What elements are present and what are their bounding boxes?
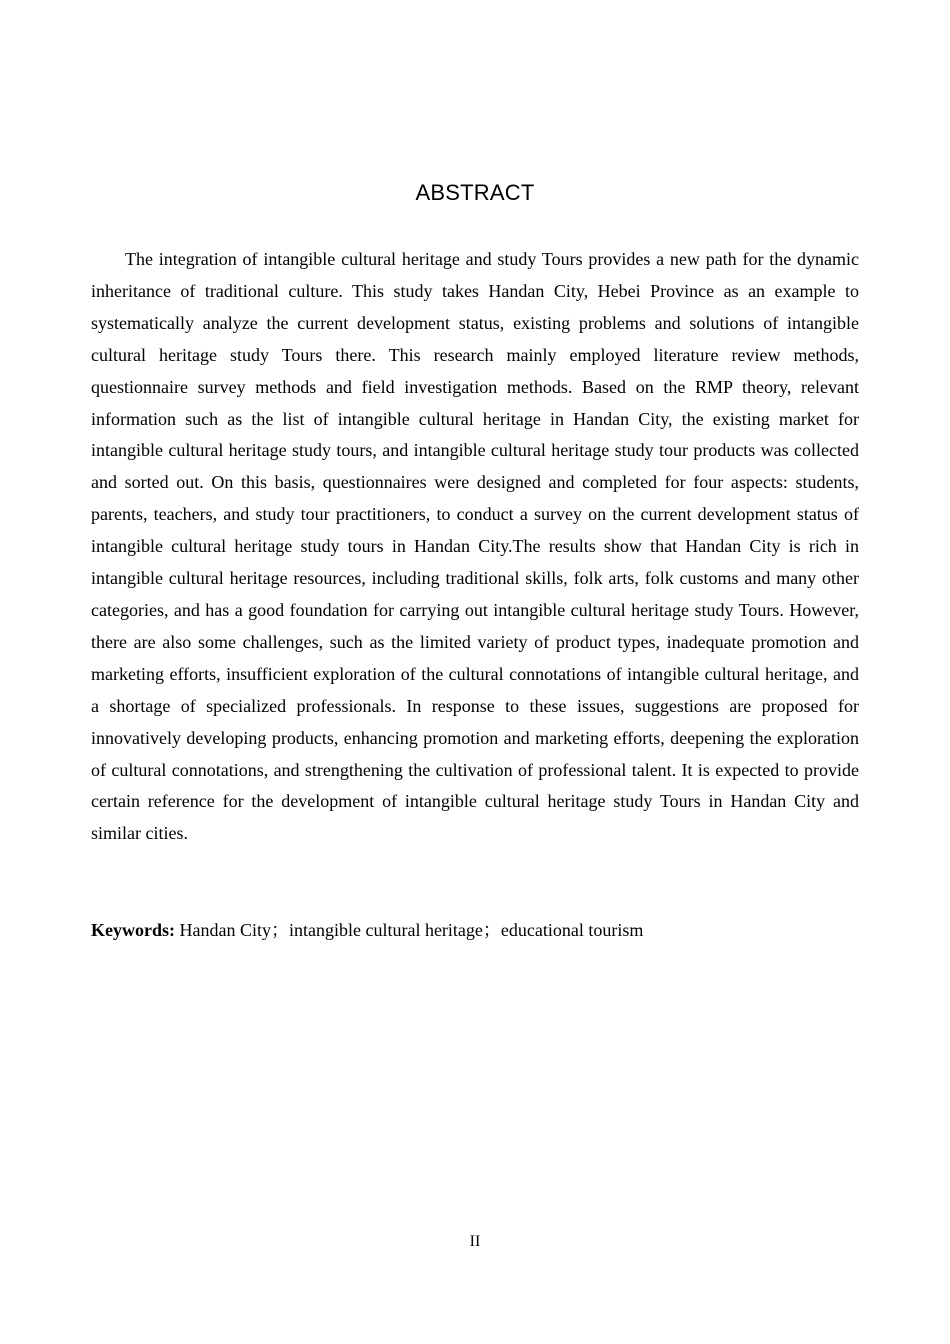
keywords-value: Handan City；intangible cultural heritage；educational tourism bbox=[175, 920, 644, 940]
keywords-label: Keywords: bbox=[91, 920, 175, 940]
page-title: ABSTRACT bbox=[415, 180, 535, 205]
page-number: II bbox=[469, 1233, 481, 1250]
abstract-paragraph: The integration of intangible cultural heritage and study Tours provides a new path for the dynamic inheritance of traditional culture. This study takes Handan City, Hebei Province as an example to systematically analyze the current development status, existing problems and solutions of intangible cultural heritage study Tours there. This research mainly employed literature review methods, questionnaire survey methods and field investigation methods. Based on the RMP theory, relevant information such as the list of intangible cultural heritage in Handan City, the existing market for intangible cultural heritage study tours, and intangible cultural heritage study tour products was collected and sorted out. On this basis, questionnaires were designed and completed for four aspects: students, parents, teachers, and study tour practitioners, to conduct a survey on the current development status of intangible cultural heritage study tours in Handan City.The results show that Handan City is rich in intangible cultural heritage resources, including traditional skills, folk arts, folk customs and many other categories, and has a good foundation for carrying out intangible cultural heritage study Tours. However, there are also some challenges, such as the limited variety of product types, inadequate promotion and marketing efforts, insufficient exploration of the cultural connotations of intangible cultural heritage, and a shortage of specialized professionals. In response to these issues, suggestions are proposed for innovatively developing products, enhancing promotion and marketing efforts, deepening the exploration of cultural connotations, and strengthening the cultivation of professional talent. It is expected to provide certain reference for the development of intangible cultural heritage study Tours in Handan City and similar cities. bbox=[91, 249, 859, 844]
keywords-line bbox=[91, 915, 859, 946]
